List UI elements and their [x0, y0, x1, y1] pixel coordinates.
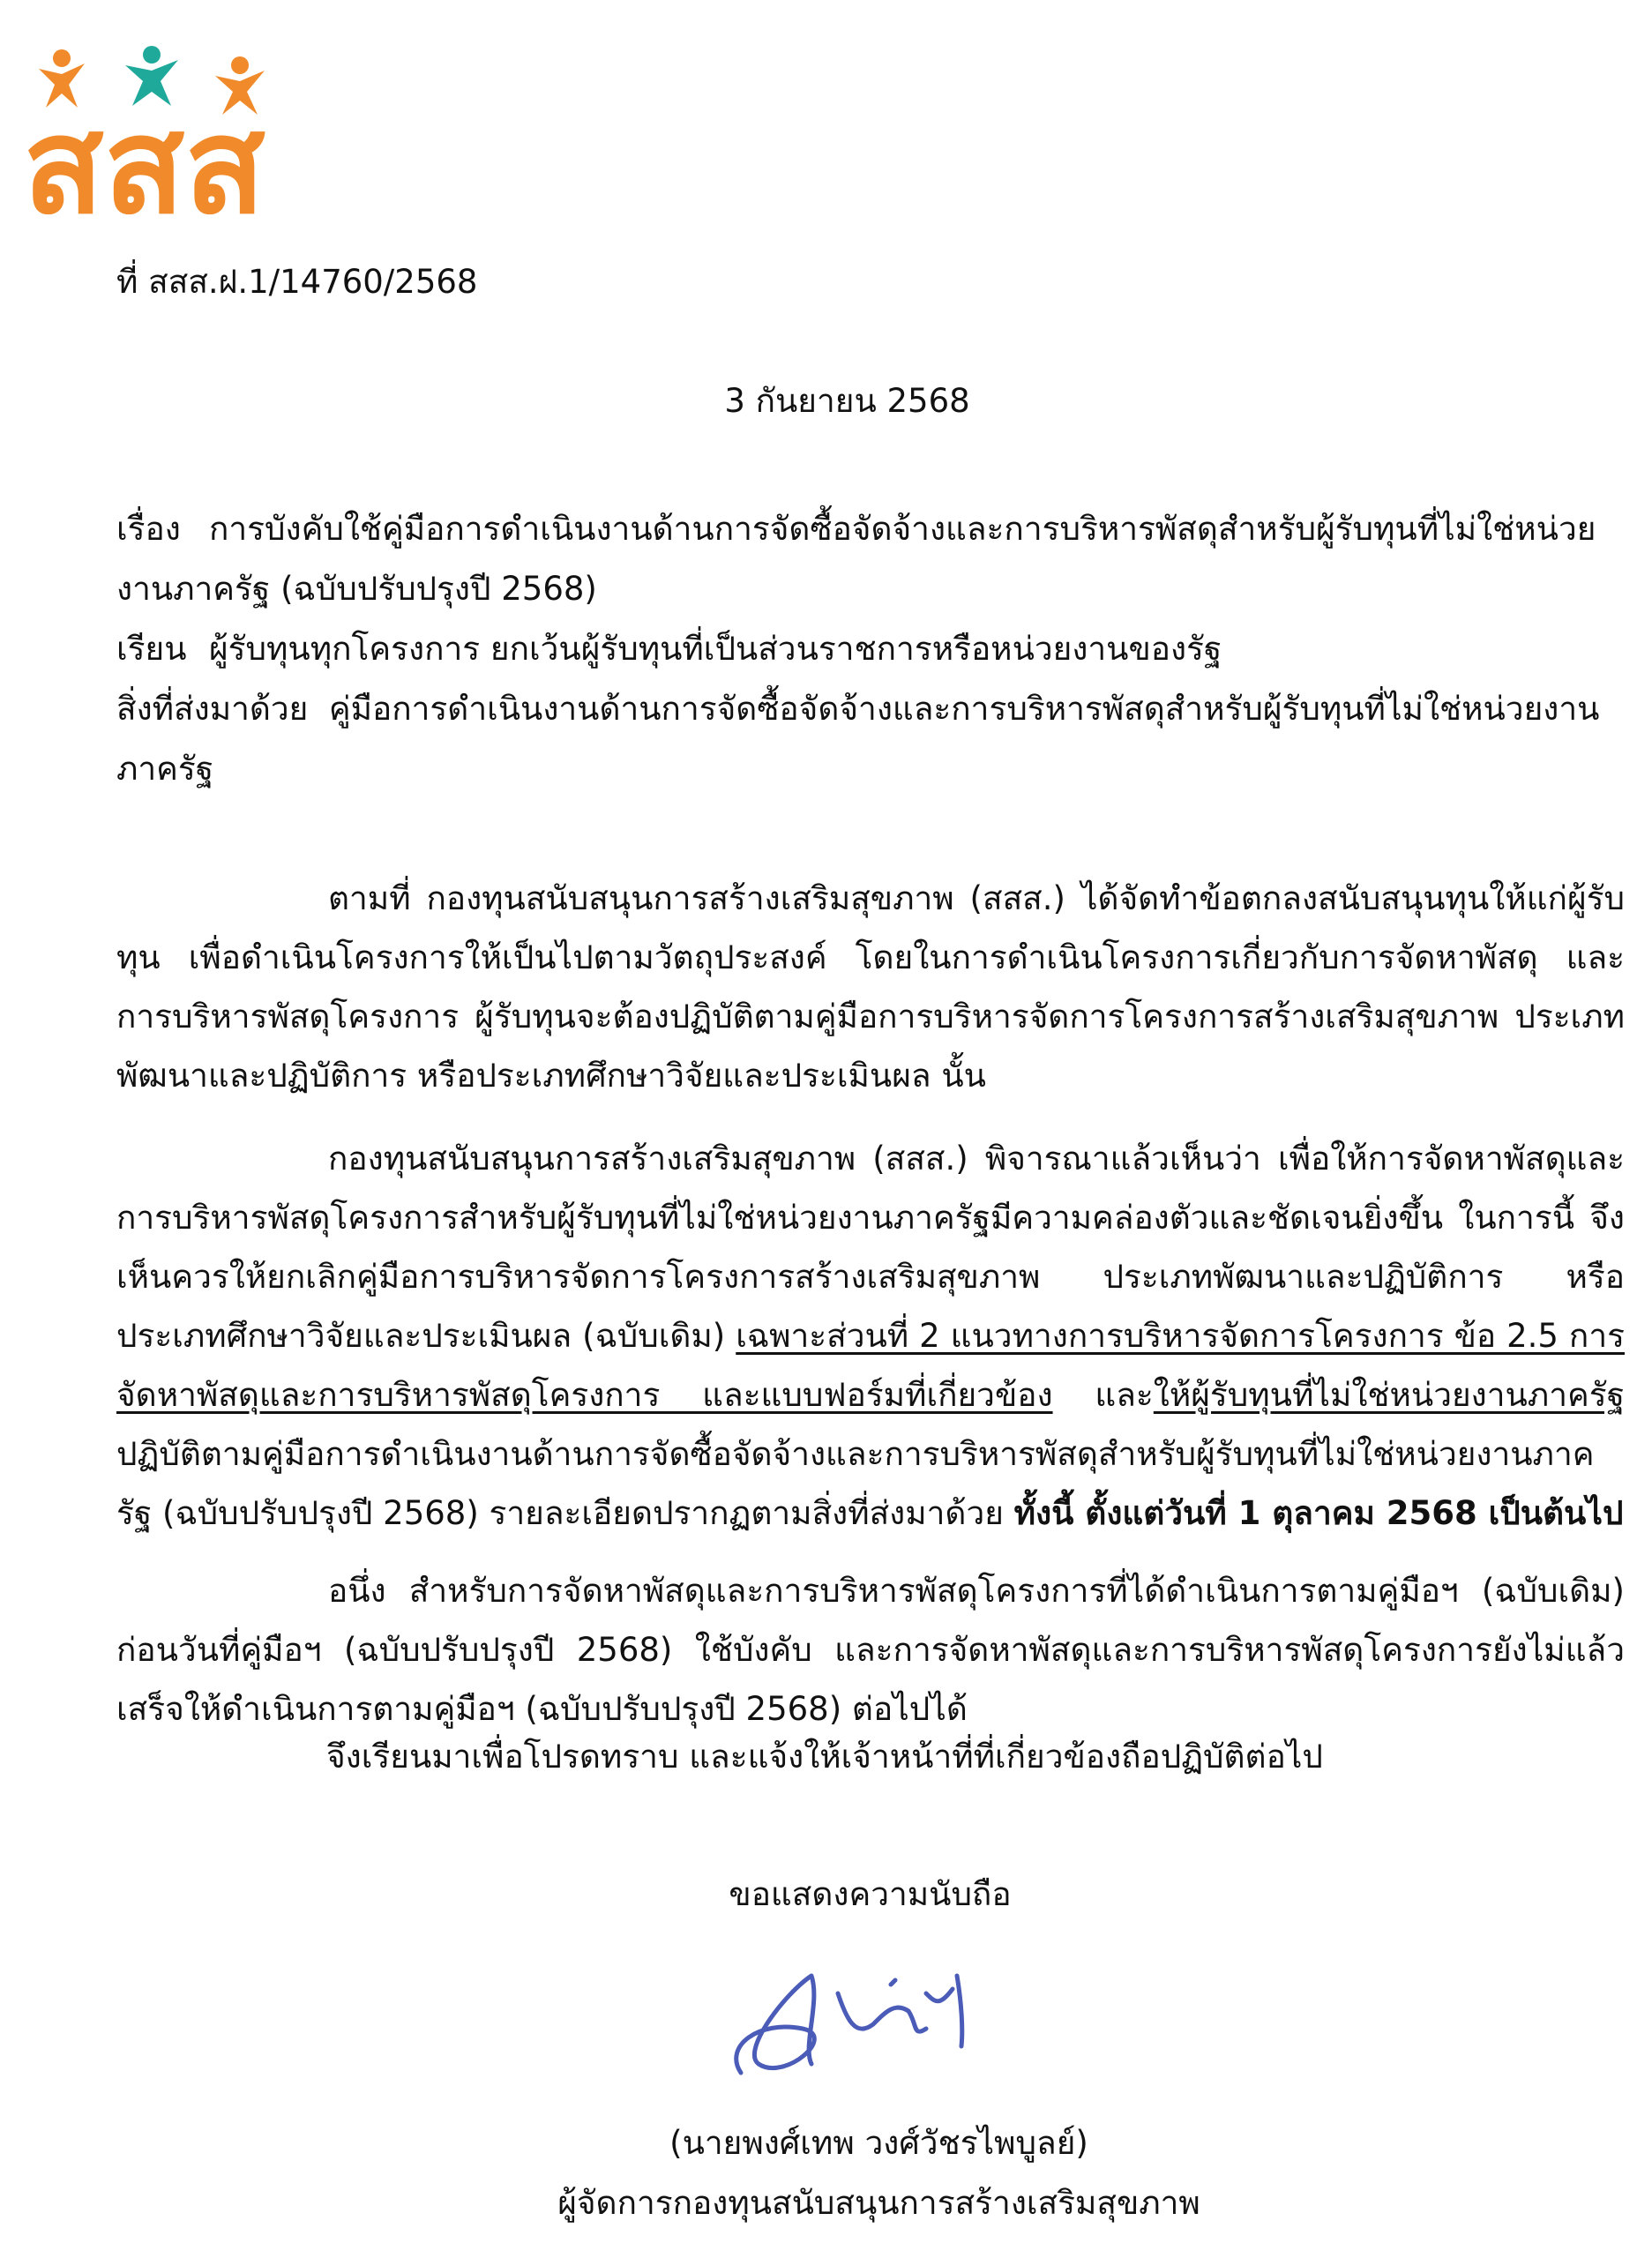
paragraph-1 — [116, 869, 1625, 1105]
attachment-label: สิ่งที่ส่งมาด้วย — [116, 690, 309, 728]
paragraph-3-text: อนึ่ง สำหรับการจัดหาพัสดุและการบริหารพัสดุโครงการที่ได้ดำเนินการตามคู่มือฯ (ฉบับเดิม) ก่อนวันที่คู่มือฯ (ฉบับปรับปรุงปี 2568) ใช้บังคับ และการจัดหาพัสดุและการบริหารพัสดุโครงการยังไม่แล้วเสร็จให้ดำเนินการตามคู่มือฯ (ฉบับปรับปรุงปี 2568) ต่อไปได้ — [116, 1572, 1625, 1728]
attachment-text: คู่มือการดำเนินงานด้านการจัดซื้อจัดจ้างและการบริหารพัสดุสำหรับผู้รับทุนที่ไม่ใช่หน่วยงานภาครัฐ — [116, 690, 1600, 788]
signer-title: ผู้จัดการกองทุนสนับสนุนการสร้างเสริมสุขภาพ — [557, 2184, 1200, 2222]
subject-line — [116, 499, 1625, 619]
attachment-line — [116, 679, 1625, 799]
logo-text: สสส — [23, 90, 265, 222]
paragraph-2-part-c: ปฏิบัติตามคู่มือการดำเนินงานด้านการจัดซื้อจัดจ้างและการบริหารพัสดุสำหรับผู้รับทุนที่ไม่ใช่หน่วยงานภาครัฐ (ฉบับปรับปรุงปี 2568) รายละเอียดปรากฏตามสิ่งที่ส่งมาด้วย — [116, 1435, 1595, 1532]
signature-graphic — [706, 1940, 1023, 2099]
thaihealth-logo — [19, 19, 355, 222]
recipient-line — [116, 619, 1625, 679]
regards-text: ขอแสดงความนับถือ — [729, 1875, 1012, 1913]
paragraph-2-underline-1: เฉพาะส่วนที่ 2 แนวทางการบริหารจัดการโครงการ ข้อ 2.5 การจัดหาพัสดุและการบริหารพัสดุโครงการ และแบบฟอร์มที่เกี่ยวข้อง — [116, 1317, 1625, 1414]
recipient-text: ผู้รับทุนทุกโครงการ ยกเว้นผู้รับทุนที่เป็นส่วนราชการหรือหน่วยงานของรัฐ — [209, 630, 1222, 668]
signer-name: (นายพงศ์เทพ วงศ์วัชรไพบูลย์) — [669, 2124, 1088, 2162]
paragraph-3 — [116, 1561, 1625, 1738]
letter-date: 3 กันยายน 2568 — [724, 382, 970, 420]
paragraph-2-text — [116, 1129, 1625, 1543]
paragraph-1-text: ตามที่ กองทุนสนับสนุนการสร้างเสริมสุขภาพ (สสส.) ได้จัดทำข้อตกลงสนับสนุนทุนให้แก่ผู้รับทุน เพื่อดำเนินโครงการให้เป็นไปตามวัตถุประสงค์ โดยในการดำเนินโครงการเกี่ยวกับการจัดหาพัสดุ และการบริหารพัสดุโครงการ ผู้รับทุนจะต้องปฏิบัติตามคู่มือการบริหารจัดการโครงการสร้างเสริมสุขภาพ ประเภทพัฒนาและปฏิบัติการ หรือประเภทศึกษาวิจัยและประเมินผล นั้น — [116, 879, 1625, 1095]
effective-date-text: ทั้งนี้ ตั้งแต่วันที่ 1 ตุลาคม 2568 เป็นต้นไป — [1013, 1494, 1624, 1532]
paragraph-2-part-a: กองทุนสนับสนุนการสร้างเสริมสุขภาพ (สสส.) พิจารณาแล้วเห็นว่า เพื่อให้การจัดหาพัสดุและการบริหารพัสดุโครงการสำหรับผู้รับทุนที่ไม่ใช่หน่วยงานภาครัฐมีความคล่องตัวและชัดเจนยิ่งขึ้น ในการนี้ จึงเห็นควรให้ยกเลิกคู่มือการบริหารจัดการโครงการสร้างเสริมสุขภาพ ประเภทพัฒนาและปฏิบัติการ หรือประเภทศึกษาวิจัยและประเมินผล (ฉบับเดิม) — [116, 1140, 1625, 1355]
closing-line: จึงเรียนมาเพื่อโปรดทราบ และแจ้งให้เจ้าหน้าที่ที่เกี่ยวข้องถือปฏิบัติต่อไป — [326, 1738, 1323, 1776]
subject-label: เรื่อง — [116, 510, 181, 548]
reference-number: ที่ สสส.ฝ.1/14760/2568 — [116, 263, 478, 301]
logo-graphic — [19, 19, 355, 222]
recipient-label: เรียน — [116, 630, 187, 668]
signature — [706, 1940, 1023, 2099]
paragraph-2 — [116, 1129, 1625, 1543]
paragraph-2-underline-2: ให้ผู้รับทุนที่ไม่ใช่หน่วยงานภาครัฐ — [1153, 1376, 1626, 1414]
header-block — [116, 499, 1625, 799]
paragraph-2-part-b: และ — [1052, 1376, 1154, 1414]
subject-text: การบังคับใช้คู่มือการดำเนินงานด้านการจัดซื้อจัดจ้างและการบริหารพัสดุสำหรับผู้รับทุนที่ไม่ใช่หน่วยงานภาครัฐ (ฉบับปรับปรุงปี 2568) — [116, 510, 1596, 608]
